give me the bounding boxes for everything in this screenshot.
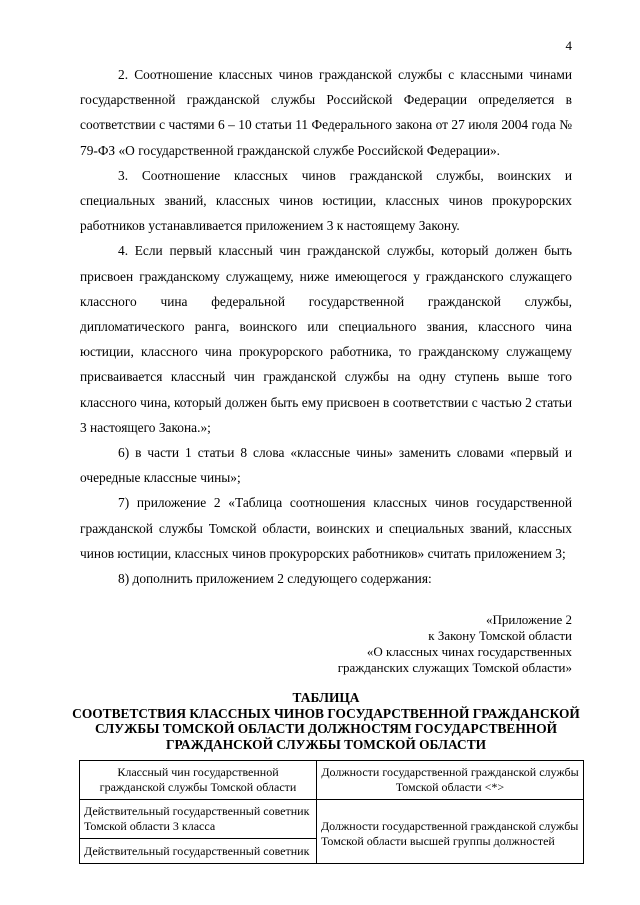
paragraph-4: 4. Если первый классный чин гражданской службы, который должен быть присвоен гражданскому служащему, ниже имеющегося у гражданского служащего классного чина федеральной государственной гражданской службы, дипломатического ранга, воинского или специального звания, классного чина юстиции, классного чина прокурорского работника, то гражданскому служащему присваивается классный чин гражданской службы на одну ступень выше того классного чина, который должен быть ему присвоен в соответствии с частью 2 статьи 3 настоящего Закона.»; [80, 243, 572, 435]
position-group-cell: Должности государственной гражданской службы Томской области высшей группы должностей [317, 800, 584, 864]
appendix-line: к Закону Томской области [428, 628, 572, 643]
amendment-7: 7) приложение 2 «Таблица соотношения классных чинов государственной гражданской службы Томской области, воинских и специальных званий, классных чинов юстиции, классных чинов прокурорских работников» считать приложением 3; [80, 495, 572, 561]
paragraph-3: 3. Соотношение классных чинов гражданской службы, воинских и специальных званий, классных чинов юстиции, классных чинов прокурорских работников устанавливается приложением 3 к настоящему Закону. [80, 167, 572, 234]
table-title-line: СЛУЖБЫ ТОМСКОЙ ОБЛАСТИ ДОЛЖНОСТЯМ ГОСУДАРСТВЕННОЙ [94, 721, 558, 736]
appendix-line: гражданских служащих Томской области» [337, 660, 572, 675]
appendix-line: «Приложение 2 [485, 612, 572, 627]
table-title-line: ГРАЖДАНСКОЙ СЛУЖБЫ ТОМСКОЙ ОБЛАСТИ [165, 736, 487, 752]
table-title [70, 690, 582, 752]
law-text [80, 62, 572, 591]
column-header-rank: Классный чин государственной гражданской службы Томской области [80, 761, 317, 800]
column-header-positions: Должности государственной гражданской службы Томской области <*> [317, 761, 584, 800]
rank-cell: Действительный государственный советник Томской области 3 класса [80, 800, 317, 839]
paragraph-2: 2. Соотношение классных чинов гражданской службы с классными чинами государственной гражданской службы Российской Федерации определяется в соответствии с частями 6 – 10 статьи 11 Федерального закона от 27 июля 2004 года № 79-ФЗ «О государственной гражданской службе Российской Федерации». [80, 67, 572, 158]
table-title-line: ТАБЛИЦА [292, 690, 360, 705]
amendment-6: 6) в части 1 статьи 8 слова «классные чины» заменить словами «первый и очередные классные чины»; [80, 445, 572, 486]
appendix-line: «О классных чинах государственных [366, 644, 572, 659]
amendment-8: 8) дополнить приложением 2 следующего содержания: [118, 571, 432, 587]
table-title-line: СООТВЕТСТВИЯ КЛАССНЫХ ЧИНОВ ГОСУДАРСТВЕННОЙ ГРАЖДАНСКОЙ [72, 705, 580, 721]
rank-cell: Действительный государственный советник [80, 839, 317, 864]
page-number: 4 [565, 38, 572, 53]
table-row [80, 800, 584, 839]
appendix-header [292, 612, 572, 676]
table-header-row [80, 761, 584, 800]
rank-position-table [79, 760, 584, 864]
